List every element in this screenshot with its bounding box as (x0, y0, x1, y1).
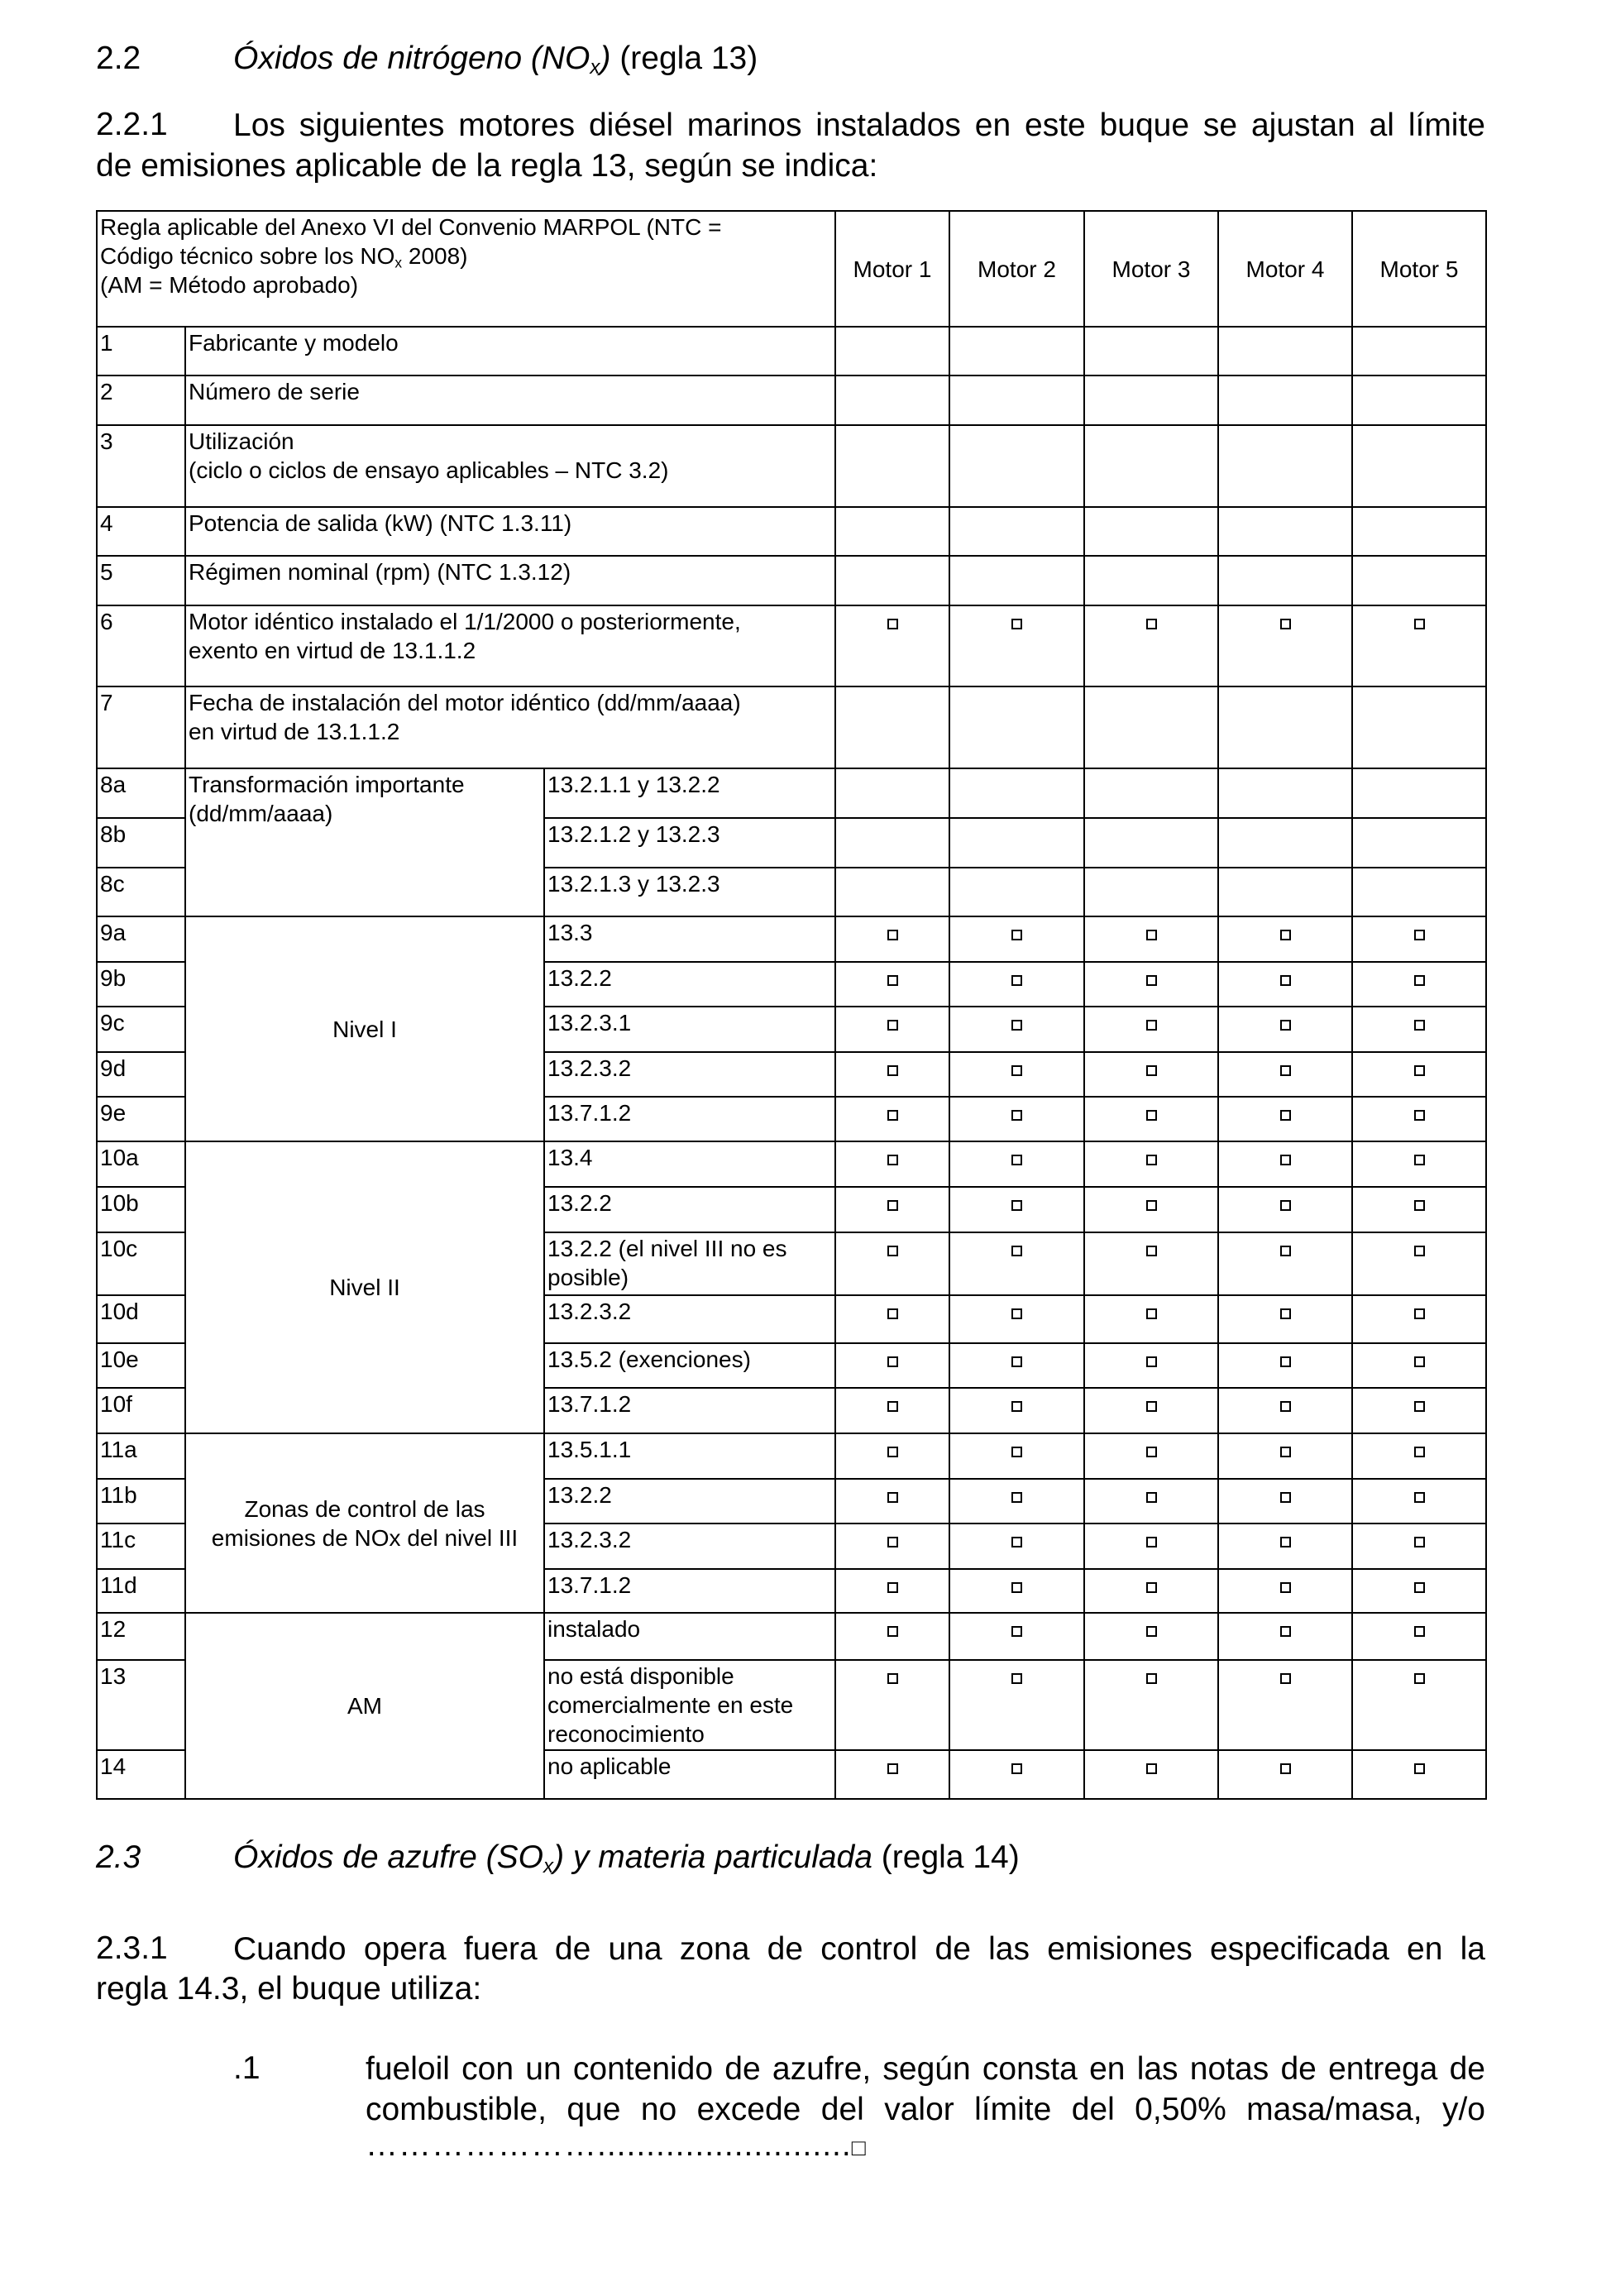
motor-checkbox[interactable] (835, 1052, 949, 1097)
motor-checkbox[interactable] (949, 1613, 1084, 1660)
table-row (97, 916, 1486, 962)
motor-checkbox[interactable] (1084, 1613, 1218, 1660)
motor-checkbox[interactable] (835, 1007, 949, 1052)
motor-checkbox[interactable] (949, 605, 1084, 686)
motor-cell[interactable] (949, 686, 1084, 768)
header-line (100, 242, 832, 270)
motor-checkbox[interactable] (835, 1660, 949, 1750)
motor-checkbox[interactable] (1352, 1479, 1486, 1523)
row-number: 2 (97, 375, 185, 425)
fill-dots: ………………….......................... (366, 2127, 852, 2163)
title-italic: Óxidos de azufre (SO (233, 1839, 543, 1875)
motor-checkbox[interactable] (1084, 962, 1218, 1007)
motor-checkbox[interactable] (835, 1569, 949, 1613)
row-number: 5 (97, 556, 185, 605)
group-label-line: (dd/mm/aaaa) (189, 801, 333, 826)
title-italic: ) y materia particulada (553, 1839, 872, 1875)
rule-ref: 13.4 (544, 1141, 835, 1187)
motor-checkbox[interactable] (1352, 1523, 1486, 1569)
motor-checkbox[interactable] (1352, 916, 1486, 962)
motor-cell[interactable] (949, 868, 1084, 916)
motor-cell[interactable] (1218, 507, 1352, 556)
row-number: 11a (97, 1433, 185, 1479)
table-row (97, 425, 1486, 507)
motor-checkbox[interactable] (1352, 1007, 1486, 1052)
motor-checkbox[interactable] (835, 916, 949, 962)
table-row (97, 556, 1486, 605)
rule-ref: 13.7.1.2 (544, 1569, 835, 1613)
rule-ref: 13.2.3.2 (544, 1523, 835, 1569)
row-number: 10e (97, 1343, 185, 1388)
row-number: 10c (97, 1232, 185, 1295)
row-label-line: en virtud de 13.1.1.2 (189, 719, 400, 744)
section-2-2-heading (96, 40, 141, 78)
motor-checkbox[interactable] (835, 1523, 949, 1569)
motor-cell[interactable] (835, 868, 949, 916)
motor-5-header: Motor 5 (1352, 211, 1486, 327)
row-number: 11c (97, 1523, 185, 1569)
para-2-3-1-line1: Cuando opera fuera de una zona de control de las emisiones especificada en la (233, 1931, 1485, 1967)
motor-cell[interactable] (1084, 507, 1218, 556)
header-line: (AM = Método aprobado) (100, 272, 359, 298)
motor-checkbox[interactable] (1218, 1479, 1352, 1523)
table-header-row (97, 211, 1486, 327)
row-label: Número de serie (185, 375, 835, 425)
rule-ref-line: 13.2.2 (el nivel III no es (547, 1236, 787, 1261)
motor-cell[interactable] (1218, 327, 1352, 375)
motor-cell[interactable] (949, 768, 1084, 818)
rule-ref: 13.7.1.2 (544, 1097, 835, 1141)
motor-checkbox[interactable] (835, 1187, 949, 1232)
header-text: Código técnico sobre los NO (100, 243, 395, 269)
item-1-line1: fueloil con un contenido de azufre, según consta en las notas de entrega de (366, 2051, 1485, 2087)
motor-checkbox[interactable] (1218, 1141, 1352, 1187)
motor-checkbox[interactable] (949, 1295, 1084, 1343)
row-label-line: Fecha de instalación del motor idéntico (dd/mm/aaaa) (189, 690, 741, 715)
row-number: 8b (97, 818, 185, 868)
motor-checkbox[interactable] (949, 1523, 1084, 1569)
rule-ref: 13.2.1.3 y 13.2.3 (544, 868, 835, 916)
motor-checkbox[interactable] (1084, 1007, 1218, 1052)
motor-cell[interactable] (949, 375, 1084, 425)
rule-ref: 13.2.1.2 y 13.2.3 (544, 818, 835, 868)
header-text: 2008) (402, 243, 468, 269)
table-row (97, 768, 1486, 818)
checkbox-icon[interactable]: □ (851, 2135, 866, 2160)
title-rest: (regla 13) (610, 41, 758, 76)
table-row (97, 686, 1486, 768)
motor-cell[interactable] (1352, 375, 1486, 425)
title-italic: Óxidos de nitrógeno (NO (233, 41, 590, 76)
motor-cell[interactable] (949, 327, 1084, 375)
motor-checkbox[interactable] (1218, 1613, 1352, 1660)
motor-checkbox[interactable] (1352, 1052, 1486, 1097)
motor-checkbox[interactable] (1352, 1388, 1486, 1433)
motor-checkbox[interactable] (949, 916, 1084, 962)
motor-checkbox[interactable] (1218, 1660, 1352, 1750)
motor-checkbox[interactable] (1218, 1343, 1352, 1388)
motor-cell[interactable] (1218, 375, 1352, 425)
group-label-nivel-ii: Nivel II (185, 1141, 544, 1433)
motor-checkbox[interactable] (835, 1433, 949, 1479)
motor-checkbox[interactable] (1218, 1523, 1352, 1569)
table-row (97, 375, 1486, 425)
motor-cell[interactable] (1084, 686, 1218, 768)
item-1-line2: combustible, que no excede del valor límite del 0,50% masa/masa, y/o (366, 2092, 1485, 2127)
motor-checkbox[interactable] (835, 1613, 949, 1660)
row-number: 9a (97, 916, 185, 962)
motor-checkbox[interactable] (1352, 1232, 1486, 1295)
motor-cell[interactable] (1352, 425, 1486, 507)
motor-checkbox[interactable] (1352, 1295, 1486, 1343)
row-label (185, 686, 835, 768)
motor-3-header: Motor 3 (1084, 211, 1218, 327)
title-close: ) (600, 41, 611, 76)
motor-cell[interactable] (835, 818, 949, 868)
header-regla-cell (97, 211, 835, 327)
motor-cell[interactable] (1352, 556, 1486, 605)
motor-checkbox[interactable] (835, 1295, 949, 1343)
motor-checkbox[interactable] (949, 1479, 1084, 1523)
motor-checkbox[interactable] (1218, 916, 1352, 962)
row-number: 9d (97, 1052, 185, 1097)
section-2-3-title (233, 1839, 1020, 1877)
motor-checkbox[interactable] (1352, 1660, 1486, 1750)
rule-ref-line: reconocimiento (547, 1721, 705, 1747)
group-label-transformacion (185, 768, 544, 916)
para-2-3-1-number: 2.3.1 (96, 1930, 168, 1966)
rule-ref-line: no está disponible (547, 1663, 734, 1689)
motor-checkbox[interactable] (1352, 1097, 1486, 1141)
group-label-line: Zonas de control de las (244, 1495, 485, 1522)
motor-cell[interactable] (1352, 818, 1486, 868)
row-label: Potencia de salida (kW) (NTC 1.3.11) (185, 507, 835, 556)
motor-checkbox[interactable] (949, 1187, 1084, 1232)
motor-cell[interactable] (1084, 768, 1218, 818)
motor-1-header: Motor 1 (835, 211, 949, 327)
header-line: Regla aplicable del Anexo VI del Convenio MARPOL (NTC = (100, 214, 722, 240)
motor-cell[interactable] (835, 556, 949, 605)
motor-cell[interactable] (1218, 868, 1352, 916)
motor-checkbox[interactable] (949, 1232, 1084, 1295)
motor-checkbox[interactable] (1084, 1097, 1218, 1141)
motor-checkbox[interactable] (1084, 916, 1218, 962)
motor-cell[interactable] (949, 556, 1084, 605)
rule-ref: no aplicable (544, 1750, 835, 1799)
group-label-am: AM (185, 1613, 544, 1799)
section-number: 2.2 (96, 41, 141, 76)
motor-checkbox[interactable] (835, 1097, 949, 1141)
motor-checkbox[interactable] (1084, 1232, 1218, 1295)
motor-checkbox[interactable] (1084, 1433, 1218, 1479)
motor-checkbox[interactable] (949, 1097, 1084, 1141)
motor-cell[interactable] (835, 425, 949, 507)
motor-checkbox[interactable] (1218, 1232, 1352, 1295)
section-2-3-number: 2.3 (96, 1839, 141, 1875)
motor-cell[interactable] (1352, 686, 1486, 768)
rule-ref: 13.2.3.1 (544, 1007, 835, 1052)
rule-ref: 13.7.1.2 (544, 1388, 835, 1433)
motor-checkbox[interactable] (1218, 1569, 1352, 1613)
motor-cell[interactable] (949, 425, 1084, 507)
motor-checkbox[interactable] (949, 1007, 1084, 1052)
motor-4-header: Motor 4 (1218, 211, 1352, 327)
row-number: 13 (97, 1660, 185, 1750)
motor-checkbox[interactable] (1084, 1141, 1218, 1187)
group-label-line: Transformación importante (189, 772, 465, 797)
row-number: 6 (97, 605, 185, 686)
motor-checkbox[interactable] (1084, 1479, 1218, 1523)
para-2-3-1-line2: regla 14.3, el buque utiliza: (96, 1971, 482, 2007)
row-number: 9b (97, 962, 185, 1007)
group-label-line: emisiones de NOx del nivel III (211, 1524, 519, 1551)
motor-checkbox[interactable] (1084, 1343, 1218, 1388)
table-row (97, 605, 1486, 686)
table-row (97, 507, 1486, 556)
rule-ref: 13.5.1.1 (544, 1433, 835, 1479)
motor-checkbox[interactable] (1084, 1295, 1218, 1343)
row-number: 10f (97, 1388, 185, 1433)
row-label: Fabricante y modelo (185, 327, 835, 375)
nox-engines-table (96, 210, 1487, 1800)
motor-checkbox[interactable] (835, 962, 949, 1007)
para-2-2-1-line1: Los siguientes motores diésel marinos instalados en este buque se ajustan al límite (233, 108, 1485, 143)
row-number: 14 (97, 1750, 185, 1799)
motor-checkbox[interactable] (1084, 1052, 1218, 1097)
motor-cell[interactable] (1218, 818, 1352, 868)
motor-checkbox[interactable] (835, 605, 949, 686)
motor-checkbox[interactable] (949, 1388, 1084, 1433)
motor-checkbox[interactable] (1084, 1388, 1218, 1433)
row-number: 9c (97, 1007, 185, 1052)
title-subscript: x (543, 1855, 554, 1878)
motor-checkbox[interactable] (1352, 1613, 1486, 1660)
motor-checkbox[interactable] (835, 1479, 949, 1523)
motor-checkbox[interactable] (1218, 1097, 1352, 1141)
motor-cell[interactable] (1084, 818, 1218, 868)
motor-checkbox[interactable] (1218, 1052, 1352, 1097)
row-label (185, 425, 835, 507)
motor-2-header: Motor 2 (949, 211, 1084, 327)
row-label-line: (ciclo o ciclos de ensayo aplicables – NTC 3.2) (189, 457, 669, 483)
rule-ref: 13.2.1.1 y 13.2.2 (544, 768, 835, 818)
rule-ref (544, 1660, 835, 1750)
motor-cell[interactable] (1084, 375, 1218, 425)
table-row (97, 1141, 1486, 1187)
table-row (97, 327, 1486, 375)
row-number: 10a (97, 1141, 185, 1187)
motor-checkbox[interactable] (835, 1388, 949, 1433)
rule-ref: 13.2.3.2 (544, 1052, 835, 1097)
motor-cell[interactable] (835, 507, 949, 556)
motor-cell[interactable] (1218, 425, 1352, 507)
motor-cell[interactable] (1352, 507, 1486, 556)
motor-checkbox[interactable] (1218, 1433, 1352, 1479)
motor-cell[interactable] (949, 507, 1084, 556)
table-row (97, 1433, 1486, 1479)
rule-ref (544, 1232, 835, 1295)
motor-checkbox[interactable] (1084, 1569, 1218, 1613)
motor-checkbox[interactable] (835, 1232, 949, 1295)
row-number: 9e (97, 1097, 185, 1141)
motor-checkbox[interactable] (835, 1343, 949, 1388)
motor-checkbox[interactable] (1352, 1343, 1486, 1388)
motor-checkbox[interactable] (1084, 1660, 1218, 1750)
row-label-line: exento en virtud de 13.1.1.2 (189, 638, 476, 663)
para-2-2-1-number: 2.2.1 (96, 107, 168, 142)
title-subscript: x (590, 56, 600, 79)
row-number: 12 (97, 1613, 185, 1660)
rule-ref: 13.5.2 (exenciones) (544, 1343, 835, 1388)
motor-checkbox[interactable] (1084, 1750, 1218, 1799)
motor-checkbox[interactable] (1218, 1007, 1352, 1052)
motor-checkbox[interactable] (949, 1141, 1084, 1187)
motor-cell[interactable] (835, 375, 949, 425)
rule-ref: 13.2.3.2 (544, 1295, 835, 1343)
row-number: 1 (97, 327, 185, 375)
row-label-line: Motor idéntico instalado el 1/1/2000 o posteriormente, (189, 609, 741, 634)
item-1-number: .1 (233, 2050, 261, 2086)
motor-checkbox[interactable] (1084, 1523, 1218, 1569)
row-number: 8c (97, 868, 185, 916)
motor-checkbox[interactable] (1352, 1569, 1486, 1613)
motor-cell[interactable] (949, 818, 1084, 868)
motor-checkbox[interactable] (1084, 605, 1218, 686)
motor-cell[interactable] (835, 686, 949, 768)
motor-checkbox[interactable] (949, 962, 1084, 1007)
row-label-line: Utilización (189, 428, 294, 454)
rule-ref: 13.2.2 (544, 1479, 835, 1523)
motor-checkbox[interactable] (1218, 1187, 1352, 1232)
motor-cell[interactable] (1084, 425, 1218, 507)
group-label-nivel-i: Nivel I (185, 916, 544, 1141)
motor-cell[interactable] (1218, 768, 1352, 818)
motor-checkbox[interactable] (949, 1343, 1084, 1388)
motor-cell[interactable] (835, 768, 949, 818)
motor-checkbox[interactable] (949, 1660, 1084, 1750)
rule-ref: 13.2.2 (544, 1187, 835, 1232)
motor-checkbox[interactable] (835, 1141, 949, 1187)
motor-checkbox[interactable] (949, 1569, 1084, 1613)
motor-checkbox[interactable] (1352, 1750, 1486, 1799)
row-number: 11d (97, 1569, 185, 1613)
motor-cell[interactable] (1218, 686, 1352, 768)
row-number: 10d (97, 1295, 185, 1343)
header-subscript: x (394, 254, 403, 271)
rule-ref-line: comercialmente en este (547, 1692, 794, 1718)
row-number: 7 (97, 686, 185, 768)
table-row (97, 1613, 1486, 1660)
motor-checkbox[interactable] (949, 1433, 1084, 1479)
motor-cell[interactable] (1352, 768, 1486, 818)
row-label (185, 605, 835, 686)
row-number: 4 (97, 507, 185, 556)
rule-ref: 13.2.2 (544, 962, 835, 1007)
item-1-line3 (366, 2126, 866, 2167)
motor-checkbox[interactable] (949, 1052, 1084, 1097)
motor-checkbox[interactable] (1218, 1388, 1352, 1433)
motor-cell[interactable] (835, 327, 949, 375)
para-2-2-1-line2: de emisiones aplicable de la regla 13, según se indica: (96, 148, 878, 184)
motor-checkbox[interactable] (1218, 1750, 1352, 1799)
section-2-2-title (233, 40, 758, 78)
row-number: 8a (97, 768, 185, 818)
group-label-eca-nivel-iii (185, 1433, 544, 1613)
motor-cell[interactable] (1084, 556, 1218, 605)
motor-checkbox[interactable] (1218, 1295, 1352, 1343)
motor-cell[interactable] (1084, 327, 1218, 375)
row-number: 3 (97, 425, 185, 507)
motor-checkbox[interactable] (1352, 605, 1486, 686)
motor-cell[interactable] (1352, 868, 1486, 916)
motor-checkbox[interactable] (1084, 1187, 1218, 1232)
motor-cell[interactable] (1352, 327, 1486, 375)
motor-checkbox[interactable] (1218, 962, 1352, 1007)
rule-ref: 13.3 (544, 916, 835, 962)
motor-cell[interactable] (1218, 556, 1352, 605)
motor-checkbox[interactable] (1352, 1141, 1486, 1187)
motor-checkbox[interactable] (1218, 605, 1352, 686)
motor-cell[interactable] (1084, 868, 1218, 916)
rule-ref-line: posible) (547, 1265, 629, 1290)
row-number: 11b (97, 1479, 185, 1523)
motor-checkbox[interactable] (1352, 962, 1486, 1007)
rule-ref: instalado (544, 1613, 835, 1660)
title-rest: (regla 14) (872, 1839, 1020, 1875)
row-number: 10b (97, 1187, 185, 1232)
motor-checkbox[interactable] (1352, 1433, 1486, 1479)
motor-checkbox[interactable] (835, 1750, 949, 1799)
motor-checkbox[interactable] (1352, 1187, 1486, 1232)
row-label: Régimen nominal (rpm) (NTC 1.3.12) (185, 556, 835, 605)
motor-checkbox[interactable] (949, 1750, 1084, 1799)
